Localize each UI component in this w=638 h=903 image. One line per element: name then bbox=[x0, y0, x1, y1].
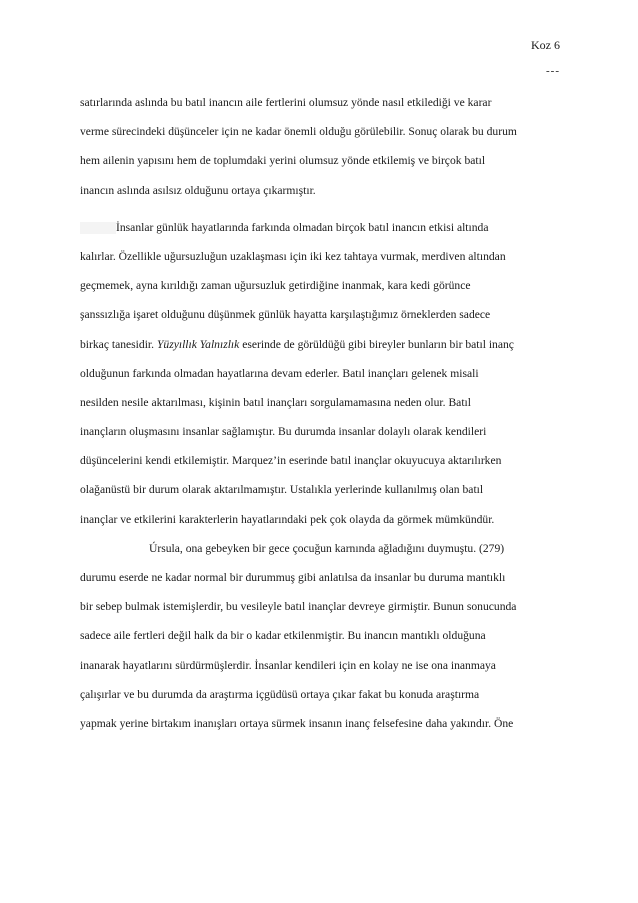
paragraph-line: yapmak yerine birtakım inanışları ortaya sürmek insanın inanç felsefesine daha yakındır. Öne bbox=[80, 716, 514, 730]
paragraph-line: olağanüstü bir durum olarak aktarılmamıştır. Ustalıkla yerlerinde kullanılmış olan batıl bbox=[80, 483, 484, 497]
paragraph-line: geçmemek, ayna kırıldığı zaman uğursuzluk getirdiğine inanmak, kara kedi görünce bbox=[80, 279, 471, 293]
paragraph-line: sadece aile fertleri değil halk da bir o kadar etkilenmiştir. Bu inancın mantıklı olduğuna bbox=[80, 629, 486, 643]
paragraph-line: nesilden nesile aktarılması, kişinin batıl inançları sorgulamamasına neden olur. Batıl bbox=[80, 395, 471, 409]
indent-highlight bbox=[80, 222, 116, 234]
paragraph-line: satırlarında aslında bu batıl inancın aile fertlerini olumsuz yönde nasıl etkilediği ve karar bbox=[80, 96, 492, 109]
line-segment: birkaç tanesidir. bbox=[80, 337, 157, 351]
paragraph-line: kalırlar. Özellikle uğursuzluğun uzaklaşması için iki kez tahtaya vurmak, merdiven altından bbox=[80, 249, 506, 263]
paragraph-line: çalışırlar ve bu durumda da araştırma içgüdüsü ortaya çıkar fakat bu konuda araştırma bbox=[80, 687, 480, 701]
paragraph-line: inançların oluşmasını insanlar sağlamıştır. Bu durumda insanlar dolaylı olarak kendileri bbox=[80, 425, 487, 439]
paragraph-line: verme sürecindeki düşünceler için ne kadar önemli olduğu görülebilir. Sonuç olarak bu durum bbox=[80, 125, 517, 139]
paragraph-line: düşüncelerini kendi etkilemiştir. Marquez’in eserinde batıl inançlar okuyucuya aktarılırken bbox=[80, 454, 502, 468]
paragraph-line: hem ailenin yapısını hem de toplumdaki yerini olumsuz yönde etkilemiş ve birçok batıl bbox=[80, 154, 486, 168]
book-title: Yüzyıllık Yalnızlık bbox=[156, 337, 240, 351]
page-header bbox=[531, 38, 560, 77]
paragraph-line: olduğunun farkında olmadan hayatlarına devam ederler. Batıl inançları gelenek misali bbox=[80, 366, 479, 380]
paragraph-line-with-title bbox=[80, 338, 562, 367]
paragraph-line: inançlar ve etkilerini karakterlerin hayatlarındaki pek çok olayda da görmek mümkündür. bbox=[80, 512, 495, 526]
paragraph-line: inancın aslında asılsız olduğunu ortaya çıkarmıştır. bbox=[80, 183, 316, 197]
paragraph-line: inanarak hayatlarını sürdürmüşlerdir. İnsanlar kendileri için en kolay ne ise ona inanmaya bbox=[80, 658, 496, 672]
page-number: Koz 6 bbox=[531, 38, 560, 52]
document-body bbox=[80, 96, 562, 746]
line-segment: eserinde de görüldüğü gibi bireyler bunların bir batıl inanç bbox=[239, 337, 514, 351]
header-dashes: --- bbox=[546, 65, 560, 77]
block-quote: Úrsula, ona gebeyken bir gece çocuğun karnında ağladığını duymuştu. (279) bbox=[149, 541, 505, 555]
paragraph-first-line bbox=[80, 221, 562, 250]
paragraph-line-text: İnsanlar günlük hayatlarında farkında olmadan birçok batıl inancın etkisi altında bbox=[116, 220, 489, 234]
paragraph-line: bir sebep bulmak istemişlerdir, bu vesileyle batıl inançlar devreye girmiştir. Bunun sonucunda bbox=[80, 600, 517, 614]
paragraph-line: şanssızlığa işaret olduğunu düşünmek günlük hayatta karşılaştığımız örneklerden sadece bbox=[80, 308, 491, 322]
paragraph-line: durumu eserde ne kadar normal bir durummuş gibi anlatılsa da insanlar bu duruma mantıklı bbox=[80, 571, 506, 584]
